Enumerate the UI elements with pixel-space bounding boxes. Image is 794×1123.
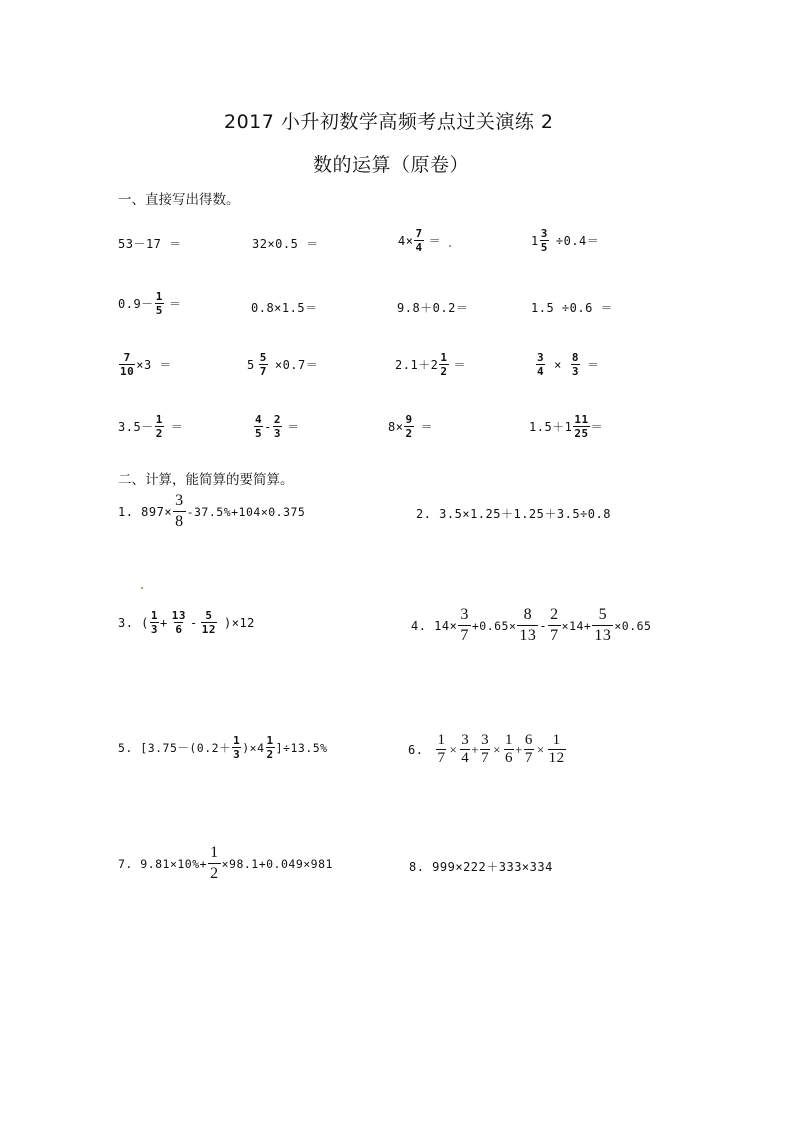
page-title: 2017 小升初数学高频考点过关演练 2 (224, 111, 554, 133)
problem-8: 8. 999×222＋333×334 (409, 860, 553, 874)
problem-7: 7. 9.81×10%+ $\frac{1}{2}$ ×98.1+0.049×981 (118, 844, 333, 882)
problem-4: 4. 14× $\frac{3}{7}$ +0.65× $\frac{8}{13}$ - $\frac{2}{7}$ ×14+ $\frac{5}{13}$ ×0.65 (411, 606, 652, 644)
question-5: 0.9－ $\frac{1}{5}$ ＝ (118, 290, 182, 317)
page-subtitle: 数的运算（原卷） (313, 154, 470, 176)
problem-2: 2. 3.5×1.25＋1.25＋3.5÷0.8 (416, 507, 611, 521)
problem-6: 6. $\frac{1}{7}$ × $\frac{3}{4}$ + $\frac{3}{7}$ × $\frac{1}{6}$ + $\frac{6}{7}$ × $\frac{1}{12}$ (408, 732, 565, 766)
question-12: $\frac{3}{4}$ × $\frac{8}{3}$ ＝ (537, 351, 600, 378)
question-8: 1.5 ÷0.6 ＝ (531, 301, 614, 315)
question-10: 5 $\frac{5}{7}$ ×0.7＝ (247, 351, 319, 378)
problem-1: 1. 897× $\frac{3}{8}$ -37.5%+104×0.375 (118, 492, 306, 530)
problem-5: 5. [3.75－(0.2＋ $\frac{1}{3}$ )×4 $\frac{1}{2}$ ]÷13.5% (118, 734, 328, 761)
question-6: 0.8×1.5＝ (251, 301, 318, 315)
question-13: 3.5－ $\frac{1}{2}$ ＝ (118, 413, 184, 440)
question-9: $\frac{7}{10}$ ×3 ＝ (120, 351, 172, 378)
question-7: 9.8＋0.2＝ (397, 301, 469, 315)
question-14: $\frac{4}{5}$ - $\frac{2}{3}$ ＝ (255, 413, 300, 440)
question-3: 4× $\frac{7}{4}$ ＝ (398, 228, 451, 253)
question-2: 32×0.5 ＝ (252, 237, 319, 251)
section-heading-1: 一、直接写出得数。 (118, 192, 240, 208)
stray-dot (141, 587, 143, 589)
question-11: 2.1＋2 $\frac{1}{2}$ ＝ (395, 351, 467, 378)
problem-3: 3. ( $\frac{1}{3}$ + $\frac{13}{6}$ - $\frac{5}{12}$ )×12 (118, 609, 255, 636)
question-15: 8× $\frac{9}{2}$ ＝ (388, 413, 434, 440)
section-heading-2: 二、计算，能简算的要简算。 (118, 472, 294, 488)
question-1: 53－17 ＝ (118, 237, 182, 251)
question-16: 1.5＋1 $\frac{11}{25}$ ＝ (529, 413, 604, 440)
question-4: 1 $\frac{3}{5}$ ÷0.4＝ (531, 227, 600, 254)
